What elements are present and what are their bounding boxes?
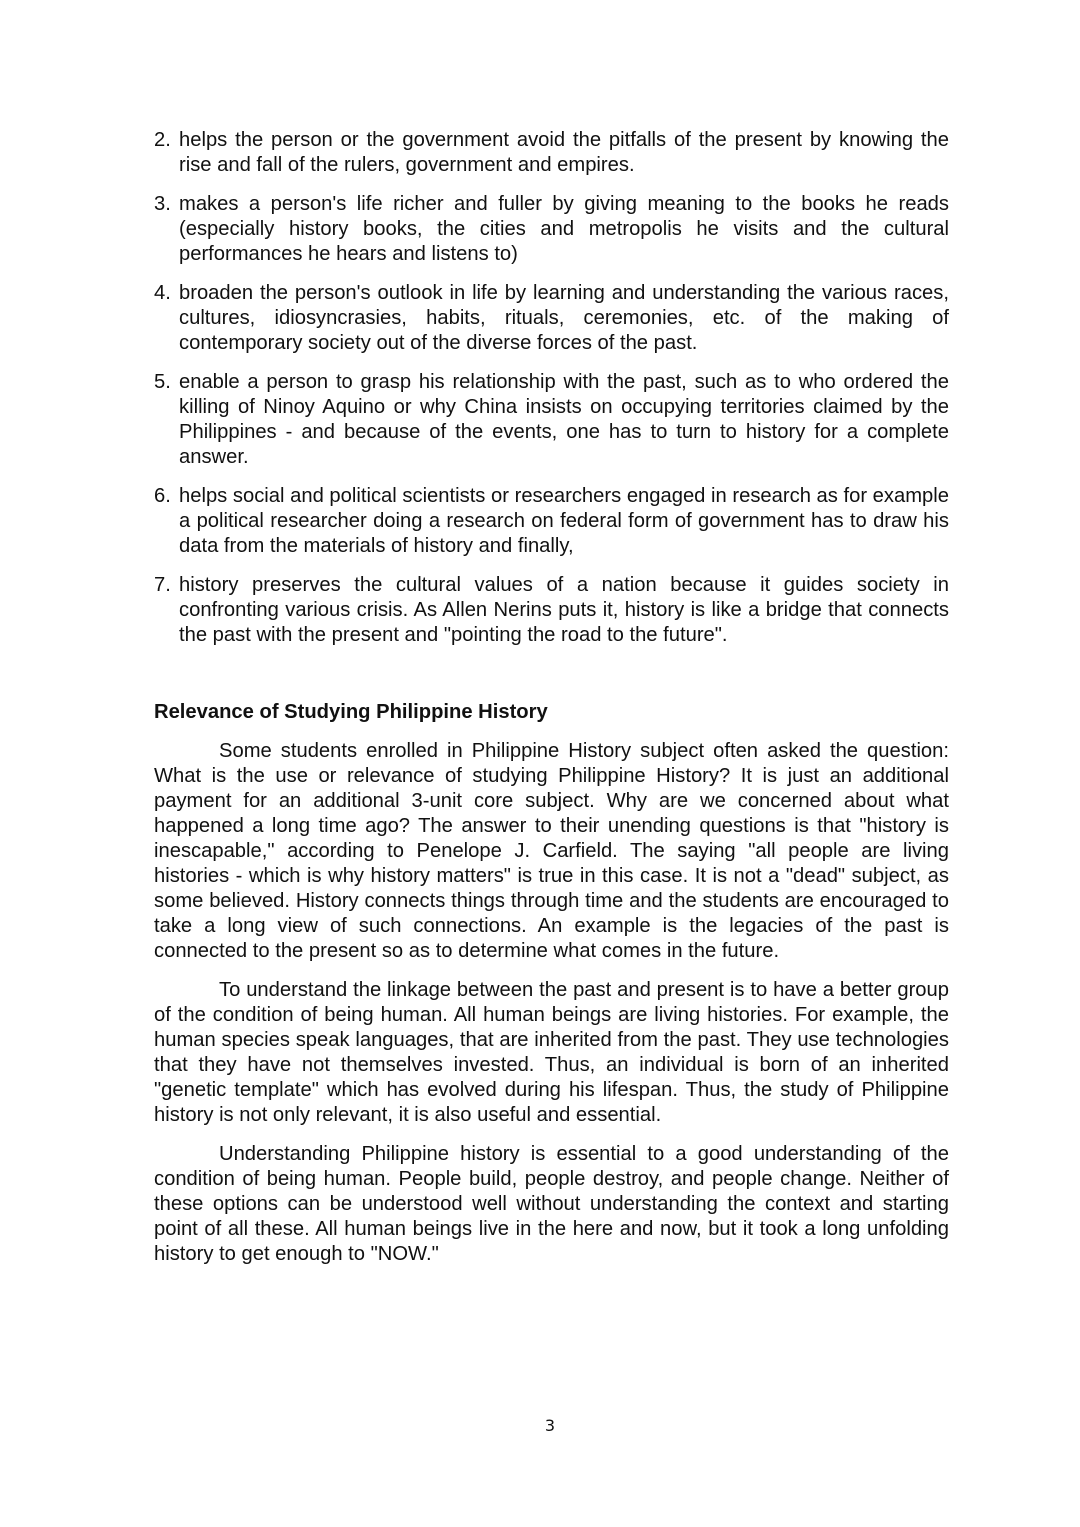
list-item	[154, 370, 949, 470]
section-heading: Relevance of Studying Philippine History	[154, 701, 548, 723]
list-item-number: 3.	[154, 193, 171, 215]
list-item-number: 7.	[154, 574, 171, 596]
list-item-text: enable a person to grasp his relationship with the past, such as to who ordered the killing of Ninoy Aquino or why China insists on occupying territories claimed by the Philippines - and because of the events, one has to turn to history for a complete answer.	[179, 371, 949, 468]
list-item	[154, 484, 949, 559]
list-item-number: 4.	[154, 282, 171, 304]
list-item	[154, 192, 949, 267]
list-item-text: broaden the person's outlook in life by learning and understanding the various races, cultures, idiosyncrasies, habits, rituals, ceremonies, etc. of the making of contemporary society out of the diverse forces of the past.	[179, 282, 949, 354]
body-paragraph: Understanding Philippine history is essential to a good understanding of the condition of being human. People build, people destroy, and people change. Neither of these options can be understood well without understanding the context and starting point of all these. All human beings live in the here and now, but it took a long unfolding history to get enough to "NOW."	[154, 1143, 949, 1265]
page-number: 3	[544, 1416, 556, 1435]
list-item-text: history preserves the cultural values of a nation because it guides society in confronting various crisis. As Allen Nerins puts it, history is like a bridge that connects the past with the present and "pointing the road to the future".	[179, 574, 949, 646]
list-item-text: makes a person's life richer and fuller by giving meaning to the books he reads (especially history books, the cities and metropolis he visits and the cultural performances he hears and listens to)	[179, 193, 949, 265]
list-item-number: 2.	[154, 129, 171, 151]
body-paragraph: Some students enrolled in Philippine History subject often asked the question: What is the use or relevance of studying Philippine History? It is just an additional payment for an additional 3-unit core subject. Why are we concerned about what happened a long time ago? The answer to their unending questions is that "history is inescapable," according to Penelope J. Carfield. The saying "all people are living histories - which is why history matters" is true in this case. It is not a "dead" subject, as some believed. History connects things through time and the students are encouraged to take a long view of such connections. An example is the legacies of the past is connected to the present so as to determine what comes in the future.	[154, 740, 949, 962]
list-item	[154, 281, 949, 356]
list-item	[154, 128, 949, 178]
list-item-text: helps social and political scientists or researchers engaged in research as for example a political researcher doing a research on federal form of government has to draw his data from the materials of history and finally,	[179, 485, 949, 557]
document-page	[154, 128, 949, 1281]
list-item-number: 6.	[154, 485, 171, 507]
list-item-number: 5.	[154, 371, 171, 393]
list-item	[154, 573, 949, 648]
numbered-list	[154, 128, 949, 648]
body-paragraph: To understand the linkage between the past and present is to have a better group of the condition of being human. All human beings are living histories. For example, the human species speak languages, that are inherited from the past. They use technologies that they have not themselves invested. Thus, an individual is born of an inherited "genetic template" which has evolved during his lifespan. Thus, the study of Philippine history is not only relevant, it is also useful and essential.	[154, 979, 949, 1126]
list-item-text: helps the person or the government avoid the pitfalls of the present by knowing the rise and fall of the rulers, government and empires.	[179, 129, 949, 176]
